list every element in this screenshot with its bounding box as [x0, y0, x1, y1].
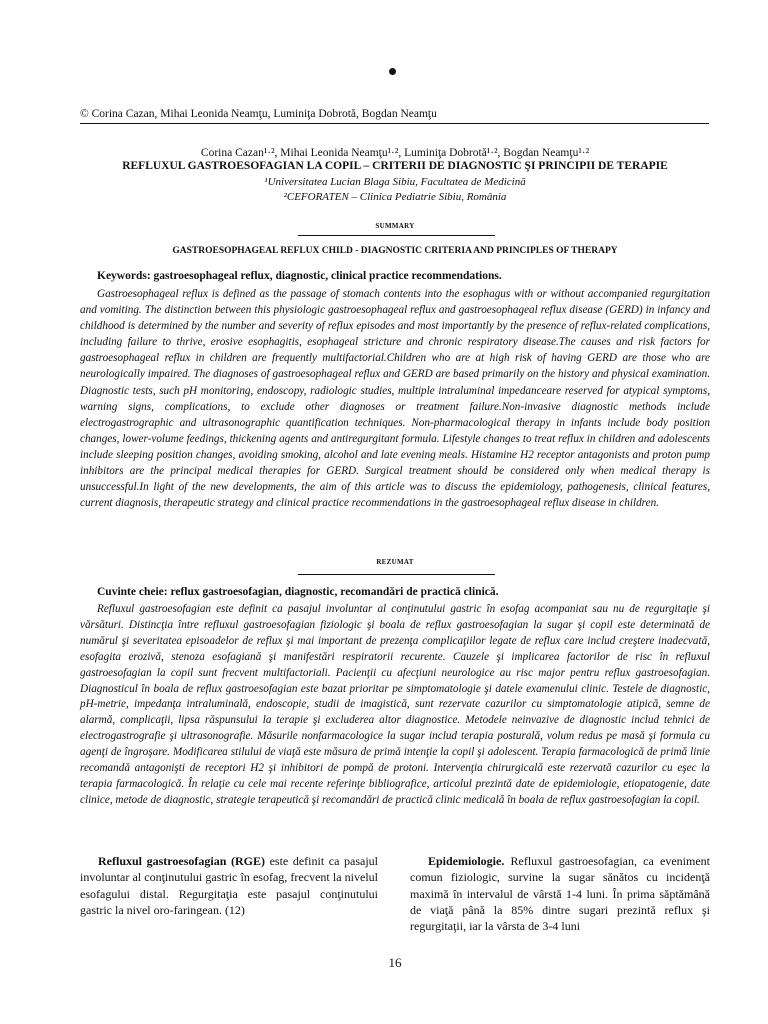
body-column-left	[80, 853, 378, 918]
body-column-right	[410, 853, 710, 934]
summary-heading	[80, 221, 710, 231]
summary-heading-text: summary	[375, 221, 415, 231]
article-authors: Corina Cazan¹·², Mihai Leonida Neamţu¹·², Luminiţa Dobrotă¹·², Bogdan Neamţu¹·²	[200, 147, 590, 159]
article-title: REFLUXUL GASTROESOFAGIAN LA COPIL – CRITERII DE DIAGNOSTIC ŞI PRINCIPII DE TERAPIE	[122, 160, 668, 172]
affiliation-2: ²CEFORATEN – Clinica Pediatrie Sibiu, România	[283, 191, 507, 203]
body-left-lead: Refluxul gastroesofagian (RGE)	[98, 854, 265, 868]
keywords-ro: Cuvinte cheie: reflux gastroesofagian, diagnostic, recomandări de practică clinică.	[97, 586, 499, 598]
rezumat-divider	[298, 574, 495, 575]
affiliation-1: ¹Universitatea Lucian Blaga Sibiu, Facultatea de Medicină	[264, 176, 526, 188]
rezumat-heading-text: rezumat	[376, 557, 414, 567]
page-number: 16	[388, 955, 402, 970]
keywords-en: Keywords: gastroesophageal reflux, diagnostic, clinical practice recommendations.	[97, 270, 502, 282]
abstract-ro: Refluxul gastroesofagian este definit ca pasajul involuntar al conţinutului gastric în esofag acompaniat sau nu de regurgitaţie şi vărsături. Distincţia între refluxul gastroesofagian fiziologic şi boala de reflux gastroesofagian la sugar şi copil este determinată de numărul şi severitatea episoadelor de reflux şi mai important de prezenţa complicaţiilor legate de reflux care includ creştere inadecvată, esofagita erozivă, stenoza esofagiană şi manifestări respiratorii recurente. Cauzele şi implicarea factorilor de risc în refluxul gastroesofagian la copil sunt frecvent multifactoriali. Pacienţii cu afecţiuni neurologice au risc major pentru reflux gastroesofagian. Diagnosticul în boala de reflux gastroesofagian este bazat prioritar pe simptomatologie şi datele examenului clinic. Testele de diagnostic, pH-metrie, impedanţa intraluminală, endoscopie, studii de imagistică, sunt rezervate cazurilor cu simptomatologie atipică, semne de alarmă, complicaţii, lipsa răspunsului la terapie şi excluderea altor diagnostice. Metodele neinvazive de diagnostic includ tehnici de electrogastrografie şi ultrasonografie. Măsurile nonfarmacologice la sugar includ terapia posturală, volum redus pe masă şi formula cu agenţi de îngroşare. Modificarea stilului de viaţă este măsura de primă intenţie la copil şi adolescent. Terapia farmacologică de primă linie recomandă antagonişti de receptori H2 şi inhibitori de pompă de protoni. Intervenţia chirurgicală este rezervată cazurilor cu eşec la terapia farmacologică. În relaţie cu cele mai recente referinţe bibliografice, articolul prezintă date de epidemiologie, etiopatogenie, date clinice, metode de diagnostic, strategie terapeutică şi recomandări de practică clinic medicală în boala de reflux gastroesofagian la copil.	[80, 603, 710, 806]
rezumat-heading	[80, 557, 710, 567]
body-right-text: Refluxul gastroesofagian, ca eveniment comun fiziologic, survine la sugar sănătos cu incidenţă maximă în intervalul de vârstă 1-4 luni. În prima săptămână de viaţă până la 85% dintre sugari prezintă reflux şi regurgitaţii, iar la vârsta de 3-4 luni	[410, 854, 710, 934]
running-header: © Corina Cazan, Mihai Leonida Neamţu, Luminiţa Dobrotă, Bogdan Neamţu	[80, 108, 437, 120]
body-right-lead: Epidemiologie.	[428, 854, 505, 868]
body-left-text: este definit ca pasajul involuntar al conţinutului gastric în esofag, frecvent la nivelul esofagului distal. Regurgitaţia este pasajul conţinutului gastric la nivel oro-faringean. (12)	[80, 854, 379, 917]
summary-divider	[298, 235, 495, 236]
bullet-mark	[389, 68, 396, 75]
header-divider	[80, 123, 709, 124]
abstract-en: Gastroesophageal reflux is defined as the passage of stomach contents into the esophagus with or without accompanied regurgitation and vomiting. The distinction between this physiologic gastroesophageal reflux and gastroesophageal reflux disease (GERD) in infancy and childhood is determined by the number and severity of reflux episodes and most importantly by the presence of reflux-related complications, including failure to thrive, erosive esophagitis, esophageal stricture and chronic respiratory disease.The causes and risk factors for gastroesophageal reflux in children are frequently multifactorial.Children who are at high risk of having GERD are those who are neurologically impaired. The diagnoses of gastroesophageal reflux and GERD are based primarily on the history and physical examination. Diagnostic tests, such pH monitoring, endoscopy, radiologic studies, multiple intraluminal impedanceare reserved for atypical symptoms, warning signs, complications, to exclude other diagnoses or treatment failure.Non-invasive diagnostic methods include electrogastrographic and ultrasonographic quantification techniques. Non-pharmacological therapy in infants include body position changes, lower-volume feedings, thickening agents and antiregurgitant formula. Lifestyle changes to treat reflux in children and adolescents include sleeping position changes, avoiding smoking, alcohol and late evening meals. Histamine H2 receptor antagonists and proton pump inhibitors are the principal medical therapies for GERD. Surgical treatment should be considered only when medical therapy is unsuccessful.In light of the new developments, the aim of this article was to discuss the epidemiology, pathogenesis, clinical features, current diagnosis, therapeutic strategy and clinical practice recommendations in the gastroesophageal reflux disease in children.	[80, 288, 710, 510]
summary-subtitle: GASTROESOPHAGEAL REFLUX CHILD - DIAGNOSTIC CRITERIA AND PRINCIPLES OF THERAPY	[172, 246, 618, 256]
